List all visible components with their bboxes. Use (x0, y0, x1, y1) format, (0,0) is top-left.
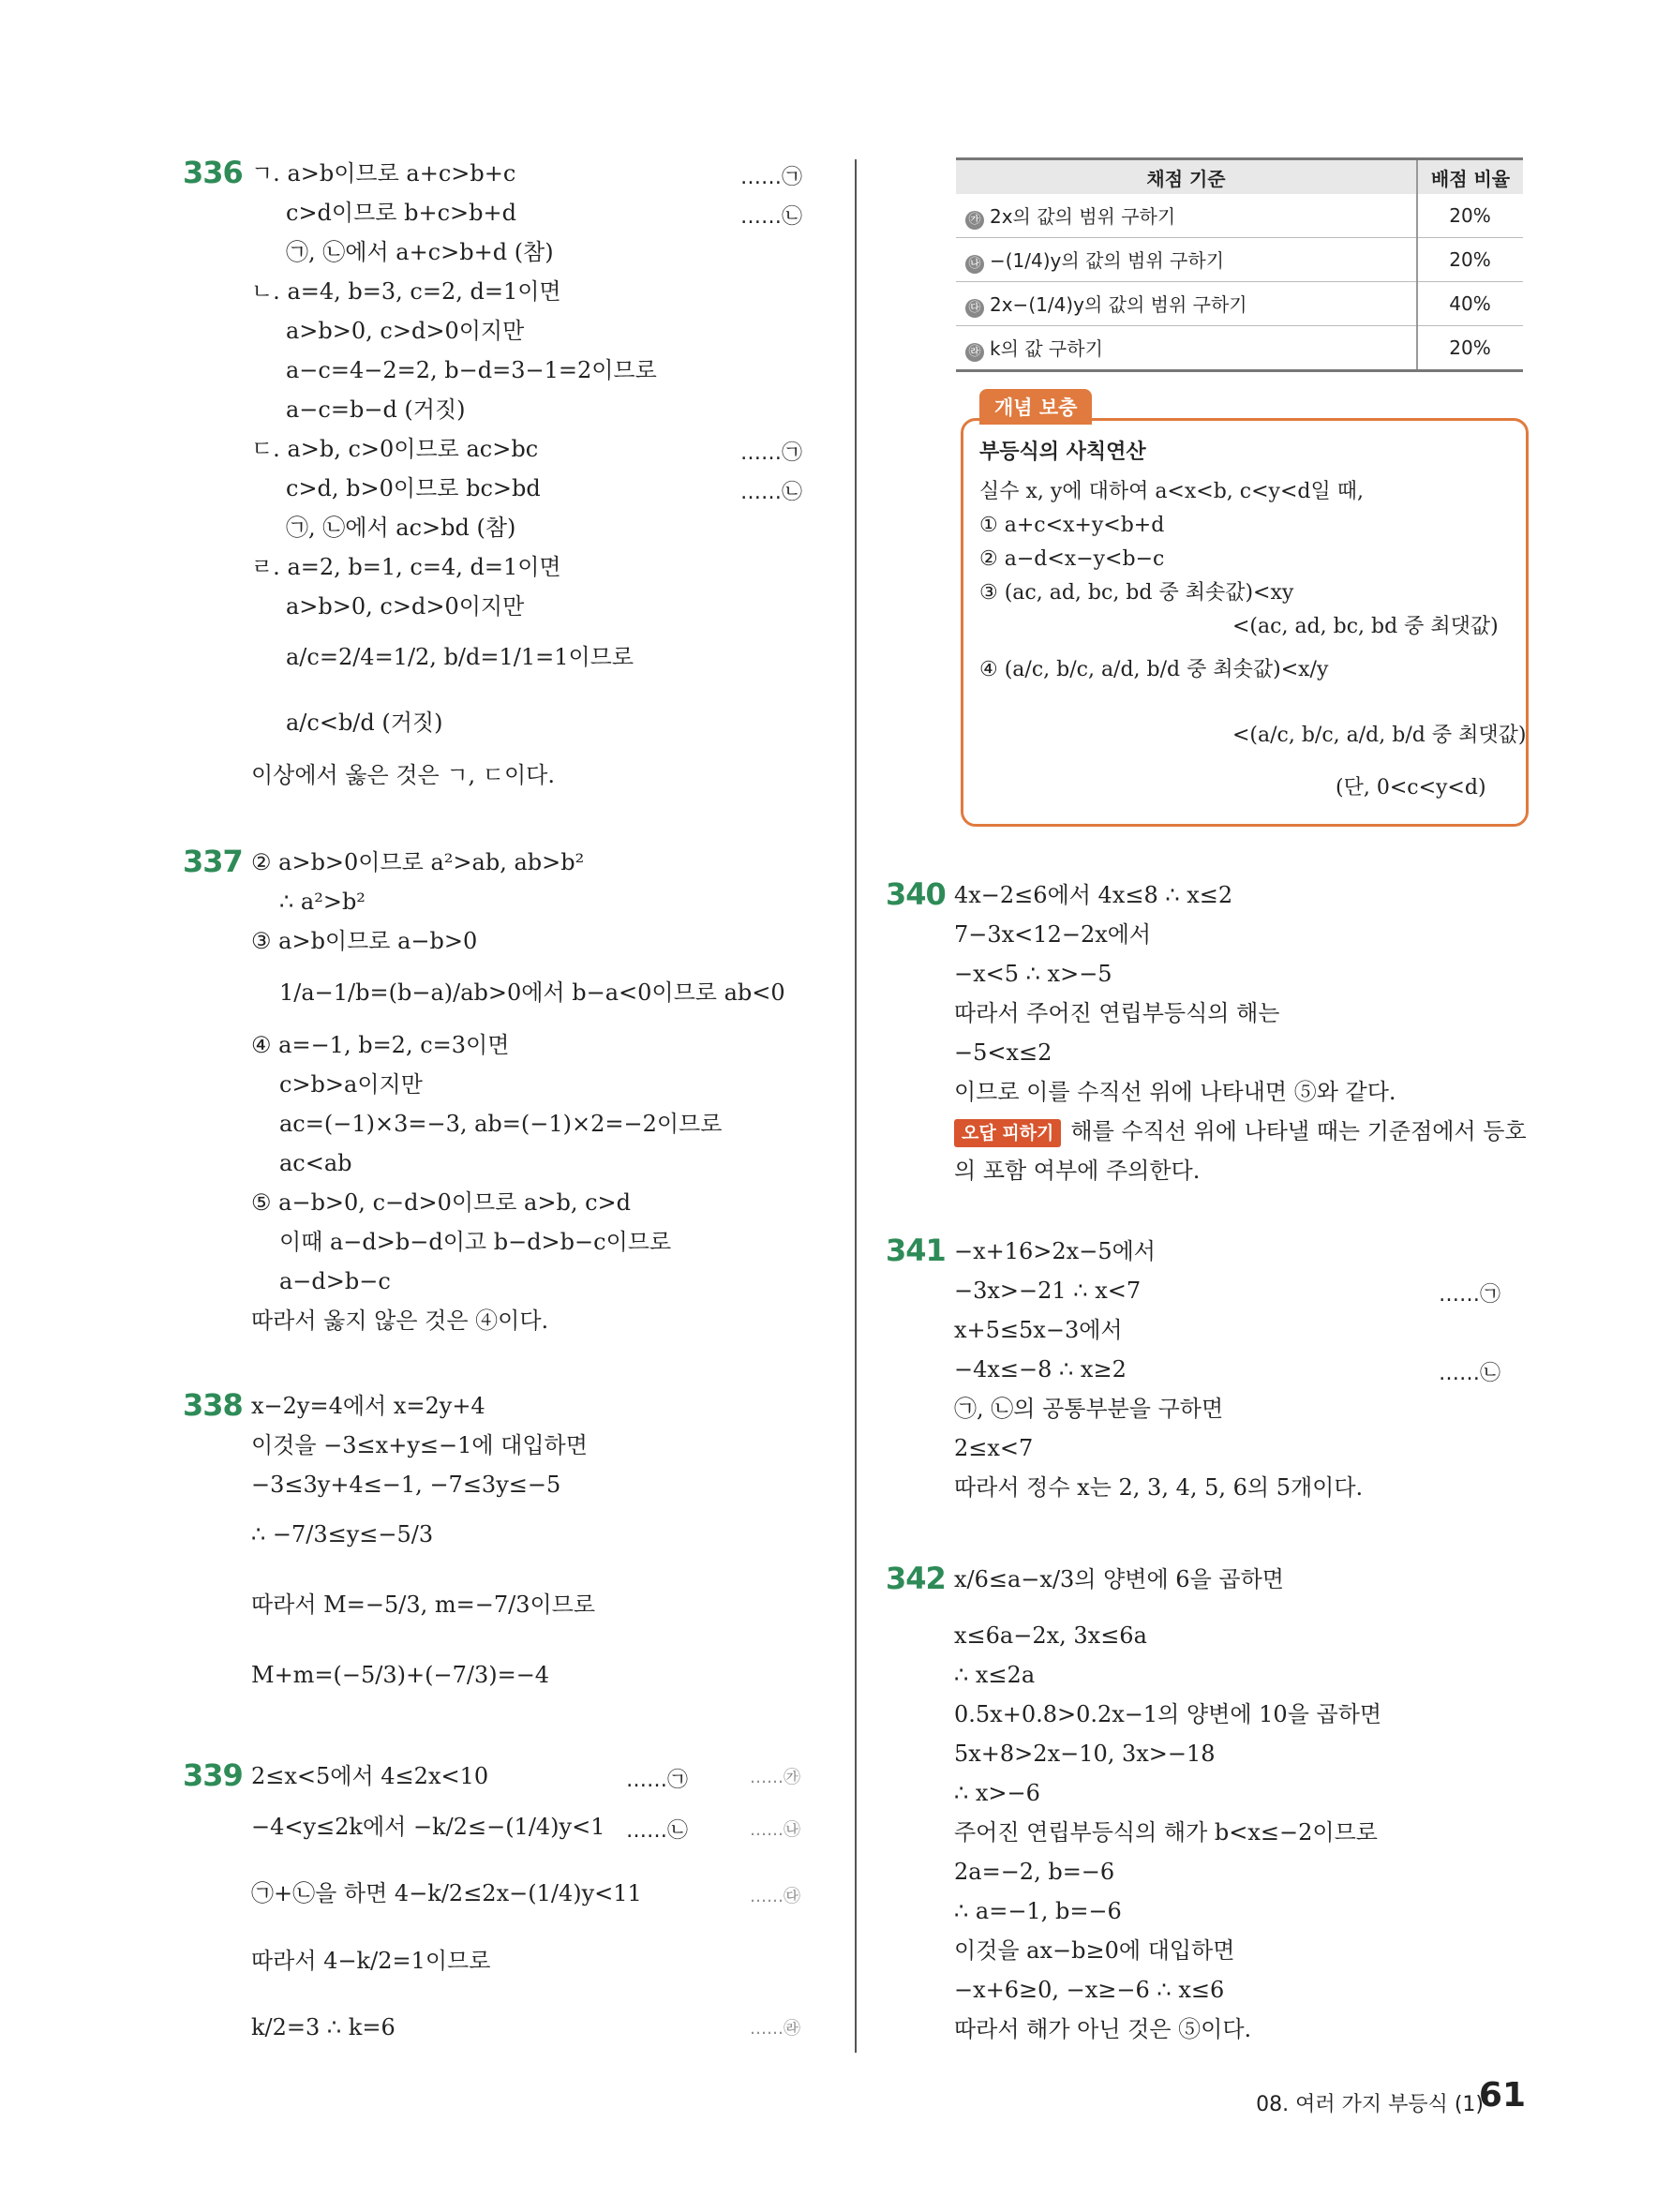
criteria-ratio: 20% (1417, 194, 1523, 238)
solution-line: ㉠+㉡을 하면 4−k/2≤2x−(1/4)y<11 (251, 1880, 642, 1906)
solution-line: a−c=4−2=2, b−d=3−1=2이므로 (286, 357, 657, 383)
solution-line: 따라서 정수 x는 2, 3, 4, 5, 6의 5개이다. (954, 1474, 1364, 1501)
solution-line: 1/a−1/b=(b−a)/ab>0에서 b−a<0이므로 ab<0 (279, 979, 785, 1006)
solution-line: 이때 a−d>b−d이고 b−d>b−c이므로 (279, 1229, 672, 1255)
problem-number: 336 (183, 155, 243, 190)
concept-line: <(a/c, b/c, a/d, b/d 중 최댓값) (1232, 724, 1527, 747)
solution-line: ⑤ a−b>0, c−d>0이므로 a>b, c>d (251, 1189, 631, 1216)
scoring-criteria-table (956, 157, 1523, 372)
solution-line: ② a>b>0이므로 a²>ab, ab>b² (251, 849, 585, 875)
solution-line: 따라서 해가 아닌 것은 ⑤이다. (954, 2016, 1252, 2042)
equation-marker: ……㉠ (1439, 1283, 1501, 1307)
solution-line: c>d, b>0이므로 bc>bd (286, 475, 541, 501)
solution-line: −x<5 ∴ x>−5 (954, 961, 1112, 987)
solution-line: a/c=2/4=1/2, b/d=1/1=1이므로 (286, 644, 634, 670)
criteria-item: k의 값 구하기 (990, 337, 1103, 360)
table-header-row (956, 159, 1523, 195)
equation-marker: ……㉠ (740, 441, 803, 465)
equation-marker: ……㉡ (1439, 1362, 1501, 1385)
criteria-item: 2x−(1/4)y의 값의 범위 구하기 (990, 293, 1247, 316)
solution-line: 따라서 주어진 연립부등식의 해는 (954, 1000, 1280, 1026)
solution-line: ③ a>b이므로 a−b>0 (251, 928, 478, 954)
problem-number: 339 (183, 1757, 243, 1793)
chapter-title: 08. 여러 가지 부등식 (1) (1256, 2093, 1484, 2116)
table-row (956, 238, 1523, 282)
solution-line: ∴ a=−1, b=−6 (954, 1898, 1122, 1924)
warning-note (954, 1117, 1527, 1147)
solution-line: ㉠, ㉡에서 a+c>b+d (참) (286, 239, 554, 265)
criteria-item: 2x의 값의 범위 구하기 (990, 205, 1176, 228)
problem-number: 340 (886, 876, 946, 912)
solution-line: −x+16>2x−5에서 (954, 1238, 1156, 1264)
table-row (956, 282, 1523, 326)
solution-line: ㉠, ㉡의 공통부분을 구하면 (954, 1396, 1224, 1422)
solution-line: 0.5x+0.8>0.2x−1의 양변에 10을 곱하면 (954, 1701, 1382, 1727)
page-number: 61 (1478, 2076, 1526, 2115)
criteria-badge: ㉰ (965, 299, 984, 318)
criteria-ratio: 20% (1417, 238, 1523, 282)
criteria-item: −(1/4)y의 값의 범위 구하기 (990, 249, 1225, 272)
concept-title: 부등식의 사칙연산 (979, 441, 1146, 464)
solution-line: 4x−2≤6에서 4x≤8 ∴ x≤2 (954, 882, 1233, 908)
equation-marker: ……㉡ (626, 1819, 689, 1843)
solution-line: a−d>b−c (279, 1268, 391, 1294)
solution-line: a−c=b−d (거짓) (286, 396, 466, 423)
solution-line: 이므로 이를 수직선 위에 나타내면 ⑤와 같다. (954, 1079, 1396, 1105)
solution-line: −5<x≤2 (954, 1039, 1052, 1066)
solution-line: ㄹ. a=2, b=1, c=4, d=1이면 (251, 554, 561, 580)
solution-line: −4x≤−8 ∴ x≥2 (954, 1356, 1127, 1382)
solution-line: ∴ −7/3≤y≤−5/3 (251, 1521, 434, 1547)
solution-line: ∴ x≤2a (954, 1662, 1036, 1688)
equation-marker: ……㉠ (626, 1769, 689, 1792)
problem-number: 342 (886, 1561, 946, 1596)
solution-line: ∴ x>−6 (954, 1780, 1040, 1806)
problem-number: 338 (183, 1387, 243, 1423)
solution-line: x/6≤a−x/3의 양변에 6을 곱하면 (954, 1566, 1284, 1592)
solution-line: −4<y≤2k에서 −k/2≤−(1/4)y<1 (251, 1814, 605, 1840)
solution-line: ㄴ. a=4, b=3, c=2, d=1이면 (251, 278, 561, 305)
problem-number: 337 (183, 844, 243, 879)
problem-number: 341 (886, 1233, 946, 1268)
solution-line: 2≤x<7 (954, 1435, 1034, 1461)
table-header: 채점 기준 (956, 159, 1417, 195)
equation-marker: ……㉡ (740, 205, 803, 229)
solution-line: c>d이므로 b+c>b+d (286, 200, 516, 226)
column-divider (855, 159, 857, 2053)
criteria-ratio: 20% (1417, 326, 1523, 371)
solution-line: ㉠, ㉡에서 ac>bd (참) (286, 515, 516, 541)
warning-text-cont: 의 포함 여부에 주의한다. (954, 1158, 1201, 1184)
solution-line: x≤6a−2x, 3x≤6a (954, 1622, 1147, 1649)
solution-line: 주어진 연립부등식의 해가 b<x≤−2이므로 (954, 1819, 1378, 1846)
solution-line: 이상에서 옳은 것은 ㄱ, ㄷ이다. (251, 762, 555, 788)
solution-line: ∴ a²>b² (279, 889, 366, 915)
criteria-marker: ……㉯ (750, 1820, 800, 1840)
solution-line: x+5≤5x−3에서 (954, 1317, 1123, 1343)
equation-marker: ……㉡ (740, 481, 803, 504)
concept-tag: 개념 보충 (979, 389, 1092, 425)
criteria-badge: ㉮ (965, 211, 984, 230)
solution-line: 이것을 ax−b≥0에 대입하면 (954, 1937, 1235, 1964)
table-row (956, 194, 1523, 238)
criteria-marker: ……㉰ (750, 1887, 800, 1906)
criteria-badge: ㉯ (965, 255, 984, 274)
solution-line: 따라서 4−k/2=1이므로 (251, 1948, 491, 1974)
solution-line: 따라서 옳지 않은 것은 ④이다. (251, 1308, 549, 1334)
solution-line: a>b>0, c>d>0이지만 (286, 593, 525, 620)
criteria-ratio: 40% (1417, 282, 1523, 326)
solution-line: ac=(−1)×3=−3, ab=(−1)×2=−2이므로 (279, 1111, 723, 1137)
criteria-marker: ……㉮ (750, 1768, 800, 1787)
concept-line: ③ (ac, ad, bc, bd 중 최솟값)<xy (979, 581, 1294, 605)
solution-line: −3x>−21 ∴ x<7 (954, 1278, 1142, 1304)
criteria-marker: ……㉱ (750, 2019, 800, 2039)
solution-line: ac<ab (279, 1150, 352, 1176)
warning-text: 해를 수직선 위에 나타낼 때는 기준점에서 등호 (1070, 1118, 1527, 1144)
solution-line: M+m=(−5/3)+(−7/3)=−4 (251, 1662, 550, 1688)
concept-line: ② a−d<x−y<b−c (979, 547, 1165, 571)
solution-line: 따라서 M=−5/3, m=−7/3이므로 (251, 1592, 596, 1618)
solution-line: 이것을 −3≤x+y≤−1에 대입하면 (251, 1432, 588, 1458)
solution-line: c>b>a이지만 (279, 1071, 423, 1098)
solution-line: 7−3x<12−2x에서 (954, 921, 1152, 948)
criteria-badge: ㉱ (965, 343, 984, 362)
concept-line: (단, 0<c<y<d) (1336, 776, 1486, 800)
solution-line: x−2y=4에서 x=2y+4 (251, 1393, 485, 1419)
equation-marker: ……㉠ (740, 166, 803, 189)
solution-line: 2≤x<5에서 4≤2x<10 (251, 1763, 489, 1789)
solution-line: 5x+8>2x−10, 3x>−18 (954, 1741, 1216, 1767)
concept-line: <(ac, ad, bc, bd 중 최댓값) (1232, 615, 1499, 638)
solution-line: ㄱ. a>b이므로 a+c>b+c (251, 160, 516, 187)
table-header: 배점 비율 (1417, 159, 1523, 195)
solution-line: a>b>0, c>d>0이지만 (286, 318, 525, 344)
concept-line: ④ (a/c, b/c, a/d, b/d 중 최솟값)<x/y (979, 658, 1329, 681)
table-row (956, 326, 1523, 371)
concept-line: ① a+c<x+y<b+d (979, 514, 1165, 537)
solution-line: −x+6≥0, −x≥−6 ∴ x≤6 (954, 1977, 1225, 2003)
solution-line: −3≤3y+4≤−1, −7≤3y≤−5 (251, 1472, 561, 1498)
warning-label: 오답 피하기 (954, 1119, 1061, 1147)
solution-line: ④ a=−1, b=2, c=3이면 (251, 1032, 510, 1058)
solution-line: a/c<b/d (거짓) (286, 710, 443, 736)
solution-line: ㄷ. a>b, c>0이므로 ac>bc (251, 436, 539, 462)
solution-line: 2a=−2, b=−6 (954, 1859, 1115, 1885)
concept-line: 실수 x, y에 대하여 a<x<b, c<y<d일 때, (979, 480, 1364, 503)
solution-line: k/2=3 ∴ k=6 (251, 2014, 396, 2040)
